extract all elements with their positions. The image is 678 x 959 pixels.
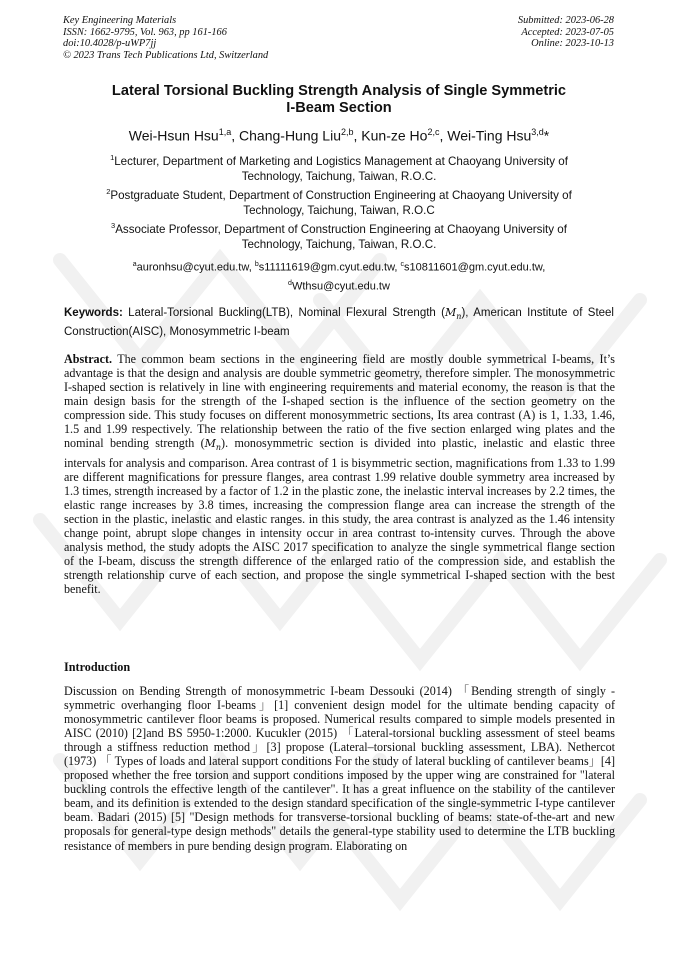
keywords-section	[64, 305, 614, 340]
math-symbol: $M_n$	[204, 437, 222, 453]
author-emails	[64, 257, 614, 294]
affiliation-2	[64, 184, 614, 219]
author-sup: 3,d	[531, 127, 544, 137]
author-sup: 1,a	[218, 127, 232, 137]
author-sep: ,	[353, 127, 362, 144]
email-sup: b	[254, 261, 259, 268]
affiliation-sup: 2	[106, 187, 111, 196]
abstract-text: ). monosymmetric section is divided into plastic, inelastic and elastic three intervals for analysis and comparison. Area contrast of 1 is bisymmetric section, magnifications from 1.33 to 1.99 are different magnifications for pressure flanges, area contrast 1.99 relative double symmetry area increased by 1.3 times, strength increased by a factor of 1.2 in the plastic zone, the inelastic interval increases by 2.2 times, the elastic range increases by 3.8 times, increasing the compression flange area can increase the strength of the section in the plastic, inelastic and elastic ranges. in this study, the area contrast is analyzed as the 1.46 intensity change point, abrupt slope changes in intensity occur in area contrast to-intensity curves. Through the above analysis method, the study adopts the AISC 2017 specification to analyze the single symmetrical flange section of the I-beam, discuss the strength difference of the enlarged ratio of the compression side, and establish the strength relationship curve of each section, and propose the single symmetrical I-shaped section with the best benefit.	[64, 436, 615, 596]
affiliation-line: Technology, Taichung, Taiwan, R.O.C	[243, 204, 435, 218]
title-line-1: Lateral Torsional Buckling Strength Analysis of Single Symmetric	[111, 83, 567, 99]
abstract-label: Abstract.	[64, 352, 113, 366]
author-name: Kun-ze Ho	[361, 127, 428, 144]
title-line-2: I-Beam Section	[286, 100, 392, 116]
affiliation-line: Lecturer, Department of Marketing and Logistics Management at Chaoyang University of	[114, 154, 568, 168]
email-c[interactable]: s10811601@gm.cyut.edu.tw,	[404, 261, 546, 274]
doi: doi:10.4028/p-uWP7jj	[63, 38, 157, 50]
email-a[interactable]: auronhsu@cyut.edu.tw,	[136, 261, 255, 274]
affiliation-sup: 1	[110, 153, 115, 162]
publication-dates	[518, 15, 614, 50]
affiliation-1	[64, 150, 614, 185]
journal-name: Key Engineering Materials	[63, 15, 177, 26]
journal-info	[63, 15, 268, 61]
abstract-text: The common beam sections in the engineering field are mostly double symmetrical I-beams, It’s advantage is that the design and analysis are double symmetric geometry, therefore simpler. The monosymmetric I-shaped section is relatively in line with engineering requirements and material economy, the reason is that the main design basis for the strength of the I-shaped section is the influence of the section geometry on the compression side. This study focuses on different monosymmetric sections, Its area contrast (A) is 1, 1.33, 1.46, 1.5 and 1.99 respectively. The relationship between the ratio of the five section enlarged wing plates and the nominal bending strength (	[64, 352, 615, 451]
affiliation-line: Technology, Taichung, Taiwan, R.O.C.	[241, 238, 437, 252]
keywords-text: Lateral-Torsional Buckling(LTB), Nominal Flexural Strength (	[122, 307, 446, 319]
submitted-date: Submitted: 2023-06-28	[517, 15, 614, 26]
author-sep: ,	[439, 127, 448, 144]
author-sup: 2,c	[427, 127, 440, 137]
author-name: Wei-Ting Hsu	[447, 127, 532, 144]
introduction-text: Discussion on Bending Strength of monosymmetric I-beam Dessouki (2014) 「Bending strength of singly -symmetric overhanging floor I-beams」[1] convenient design model for the ultimate bending capacity of monosymmetric cantilever floor beams is proposed. Numerical results compared to simple models presented in AISC (2010) [2]and BS 5950-1:2000. Kucukler (2015) 「Lateral-torsional buckling assessment of steel beams through a stiffness reduction method」[3] propose (Lateral–torsional buckling assessment, LBA). Nethercot (1973) 「 Types of loads and lateral support conditions For the study of lateral buckling of cantilever beams」[4] proposed whether the free torsion and support conditions imposed by the upper wing are constrained for "lateral buckling controls the effective length of the cantilever". It has a great influence on the stability of the cantilever beam, and its definition is extended to the design standard specification of the single-symmetric I-type cantilever beam. Badari (2015) [5] "Design methods for transverse-torsional buckling of beams: state-of-the-art and new proposals for general-type design methods" details the general-type stability used to determine the LTB buckling resistance of members in pure bending design program. Elaborating on	[64, 684, 615, 853]
copyright: © 2023 Trans Tech Publications Ltd, Switzerland	[63, 49, 269, 61]
email-sup: a	[132, 261, 137, 268]
keywords-label: Keywords:	[64, 307, 123, 319]
online-date: Online: 2023-10-13	[531, 38, 614, 50]
email-d[interactable]: Wthsu@cyut.edu.tw	[291, 280, 390, 293]
corresponding-author-mark: *	[543, 127, 550, 144]
affiliation-line: Technology, Taichung, Taiwan, R.O.C.	[241, 170, 437, 184]
author-sep: ,	[231, 127, 240, 144]
author-sup: 2,b	[341, 127, 354, 137]
introduction-heading: Introduction	[64, 660, 131, 674]
email-sup: d	[288, 279, 292, 287]
email-b[interactable]: s11111619@gm.cyut.edu.tw,	[258, 261, 401, 274]
affiliation-line: Associate Professor, Department of Construction Engineering at Chaoyang University of	[115, 222, 567, 236]
keywords-text: ), American Institute of Steel Construction(AISC), Monosymmetric I-beam	[64, 307, 614, 338]
author-name: Chang-Hung Liu	[239, 127, 341, 144]
paper-title	[64, 83, 614, 117]
issn: ISSN: 1662-9795, Vol. 963, pp 161-166	[63, 26, 227, 38]
author-list	[64, 124, 614, 145]
affiliation-3	[64, 218, 614, 253]
author-name: Wei-Hsun Hsu	[128, 127, 219, 144]
affiliation-line: Postgraduate Student, Department of Construction Engineering at Chaoyang University of	[110, 188, 572, 202]
math-symbol: $M_n$	[445, 306, 462, 322]
abstract-section	[64, 352, 615, 596]
affiliation-sup: 3	[111, 221, 116, 230]
email-sup: c	[400, 261, 405, 268]
accepted-date: Accepted: 2023-07-05	[521, 26, 614, 38]
